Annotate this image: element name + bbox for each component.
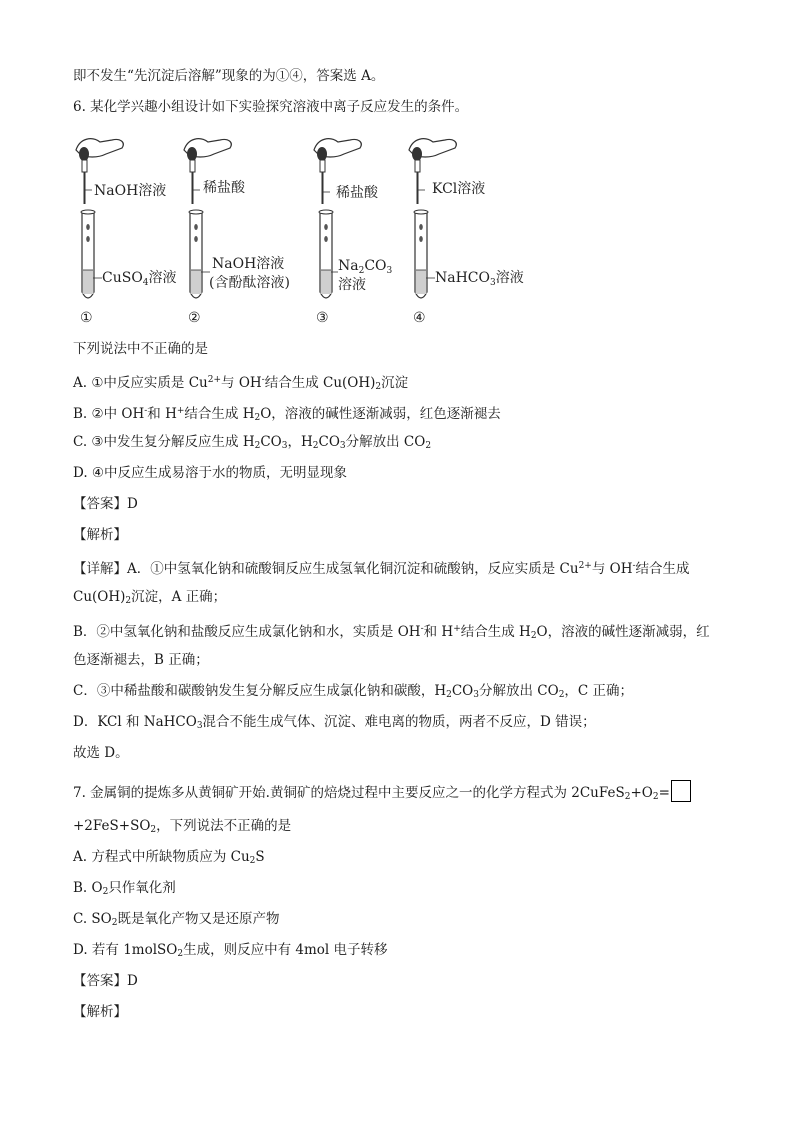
detail-line-5: C．③中稀盐酸和碳酸钠发生复分解反应生成氯化钠和碳酸，$H_2CO_3$分解放出 $CO_2$，C 正确； — [73, 683, 634, 700]
q7-option-b: B. $O_2$只作氧化剂 — [73, 880, 176, 897]
answer-6: 【答案】D — [73, 496, 138, 512]
q7-option-c: C. $SO_2$既是氧化产物又是还原产物 — [73, 911, 280, 928]
tube-2-icon — [189, 210, 210, 298]
question-6-stem: 6. 某化学兴趣小组设计如下实验探究溶液中离子反应发生的条件。 — [73, 99, 469, 115]
option-b: B. ②中 OH-和 H+结合生成 $H_2O$，溶液的碱性逐渐减弱，红色逐渐褪去 — [73, 406, 501, 423]
label-4: ④ — [413, 310, 426, 326]
tube-4-label: NaHCO$_3$溶液 — [435, 270, 524, 288]
tube-1-label: CuSO$_4$溶液 — [102, 270, 177, 288]
tube-3-label-line2: 溶液 — [338, 277, 366, 293]
detail-line-6: D．KCl 和 NaHCO$_3$混合不能生成气体、沉淀、难电离的物质，两者不反应，D 错误； — [73, 714, 596, 731]
option-d: D. ④中反应生成易溶于水的物质，无明显现象 — [73, 465, 348, 481]
dropper-2-label: 稀盐酸 — [203, 180, 245, 196]
tube-3-label-line1: $Na_2CO_3$ — [338, 258, 393, 276]
text-line: 即不发生“先沉淀后溶解”现象的为①④，答案选 A。 — [73, 68, 385, 84]
label-3: ③ — [316, 310, 329, 326]
q7-option-d: D. 若有 1molSO$_2$生成，则反应中有 4mol 电子转移 — [73, 942, 388, 959]
detail-line-4: 色逐渐褪去，B 正确； — [73, 652, 209, 668]
tube-3-icon — [319, 210, 338, 298]
q7-option-a: A. 方程式中所缺物质应为 $Cu_2S$ — [73, 849, 265, 866]
question-6-prompt: 下列说法中不正确的是 — [73, 341, 208, 357]
label-2: ② — [188, 310, 201, 326]
tube-1-icon — [81, 210, 102, 298]
blank-box — [671, 780, 691, 802]
option-a: A. ①中反应实质是 $Cu^{2+}$与 OH-结合生成 $Cu(OH)_2$沉淀 — [73, 375, 409, 392]
label-1: ① — [80, 310, 93, 326]
analysis-7: 【解析】 — [73, 1004, 127, 1020]
dropper-1-label: NaOH溶液 — [94, 183, 167, 199]
dropper-3-label: 稀盐酸 — [336, 185, 378, 201]
detail-line-3: B．②中氢氧化钠和盐酸反应生成氯化钠和水，实质是 OH-和 H+结合生成 $H_2O$，溶液的碱性逐渐减弱，红 — [73, 624, 710, 641]
tube-2-label-line2: (含酚酞溶液) — [209, 275, 290, 291]
detail-line-7: 故选 D。 — [73, 745, 129, 761]
detail-line-2: $Cu(OH)_2$沉淀，A 正确； — [73, 589, 227, 606]
question-7-stem: 7. 金属铜的提炼多从黄铜矿开始.黄铜矿的焙烧过程中主要反应之一的化学方程式为 $2CuFeS_2+O_2=$ — [73, 780, 691, 807]
detail-line-1: 【详解】A．①中氢氧化钠和硫酸铜反应生成氢氧化铜沉淀和硫酸钠，反应实质是 $Cu^{2+}$与 OH-结合生成 — [73, 561, 690, 577]
question-7-stem-2: $+2FeS+SO_2$，下列说法不正确的是 — [73, 818, 292, 835]
option-c: C. ③中发生复分解反应生成 $H_2CO_3$，$H_2CO_3$分解放出 $CO_2$ — [73, 434, 432, 451]
tube-2-label-line1: NaOH溶液 — [212, 256, 285, 272]
analysis-6: 【解析】 — [73, 527, 127, 543]
experiment-figure — [70, 132, 540, 332]
tube-4-icon — [414, 210, 435, 298]
answer-7: 【答案】D — [73, 973, 138, 989]
dropper-4-label: KCl溶液 — [432, 181, 486, 197]
